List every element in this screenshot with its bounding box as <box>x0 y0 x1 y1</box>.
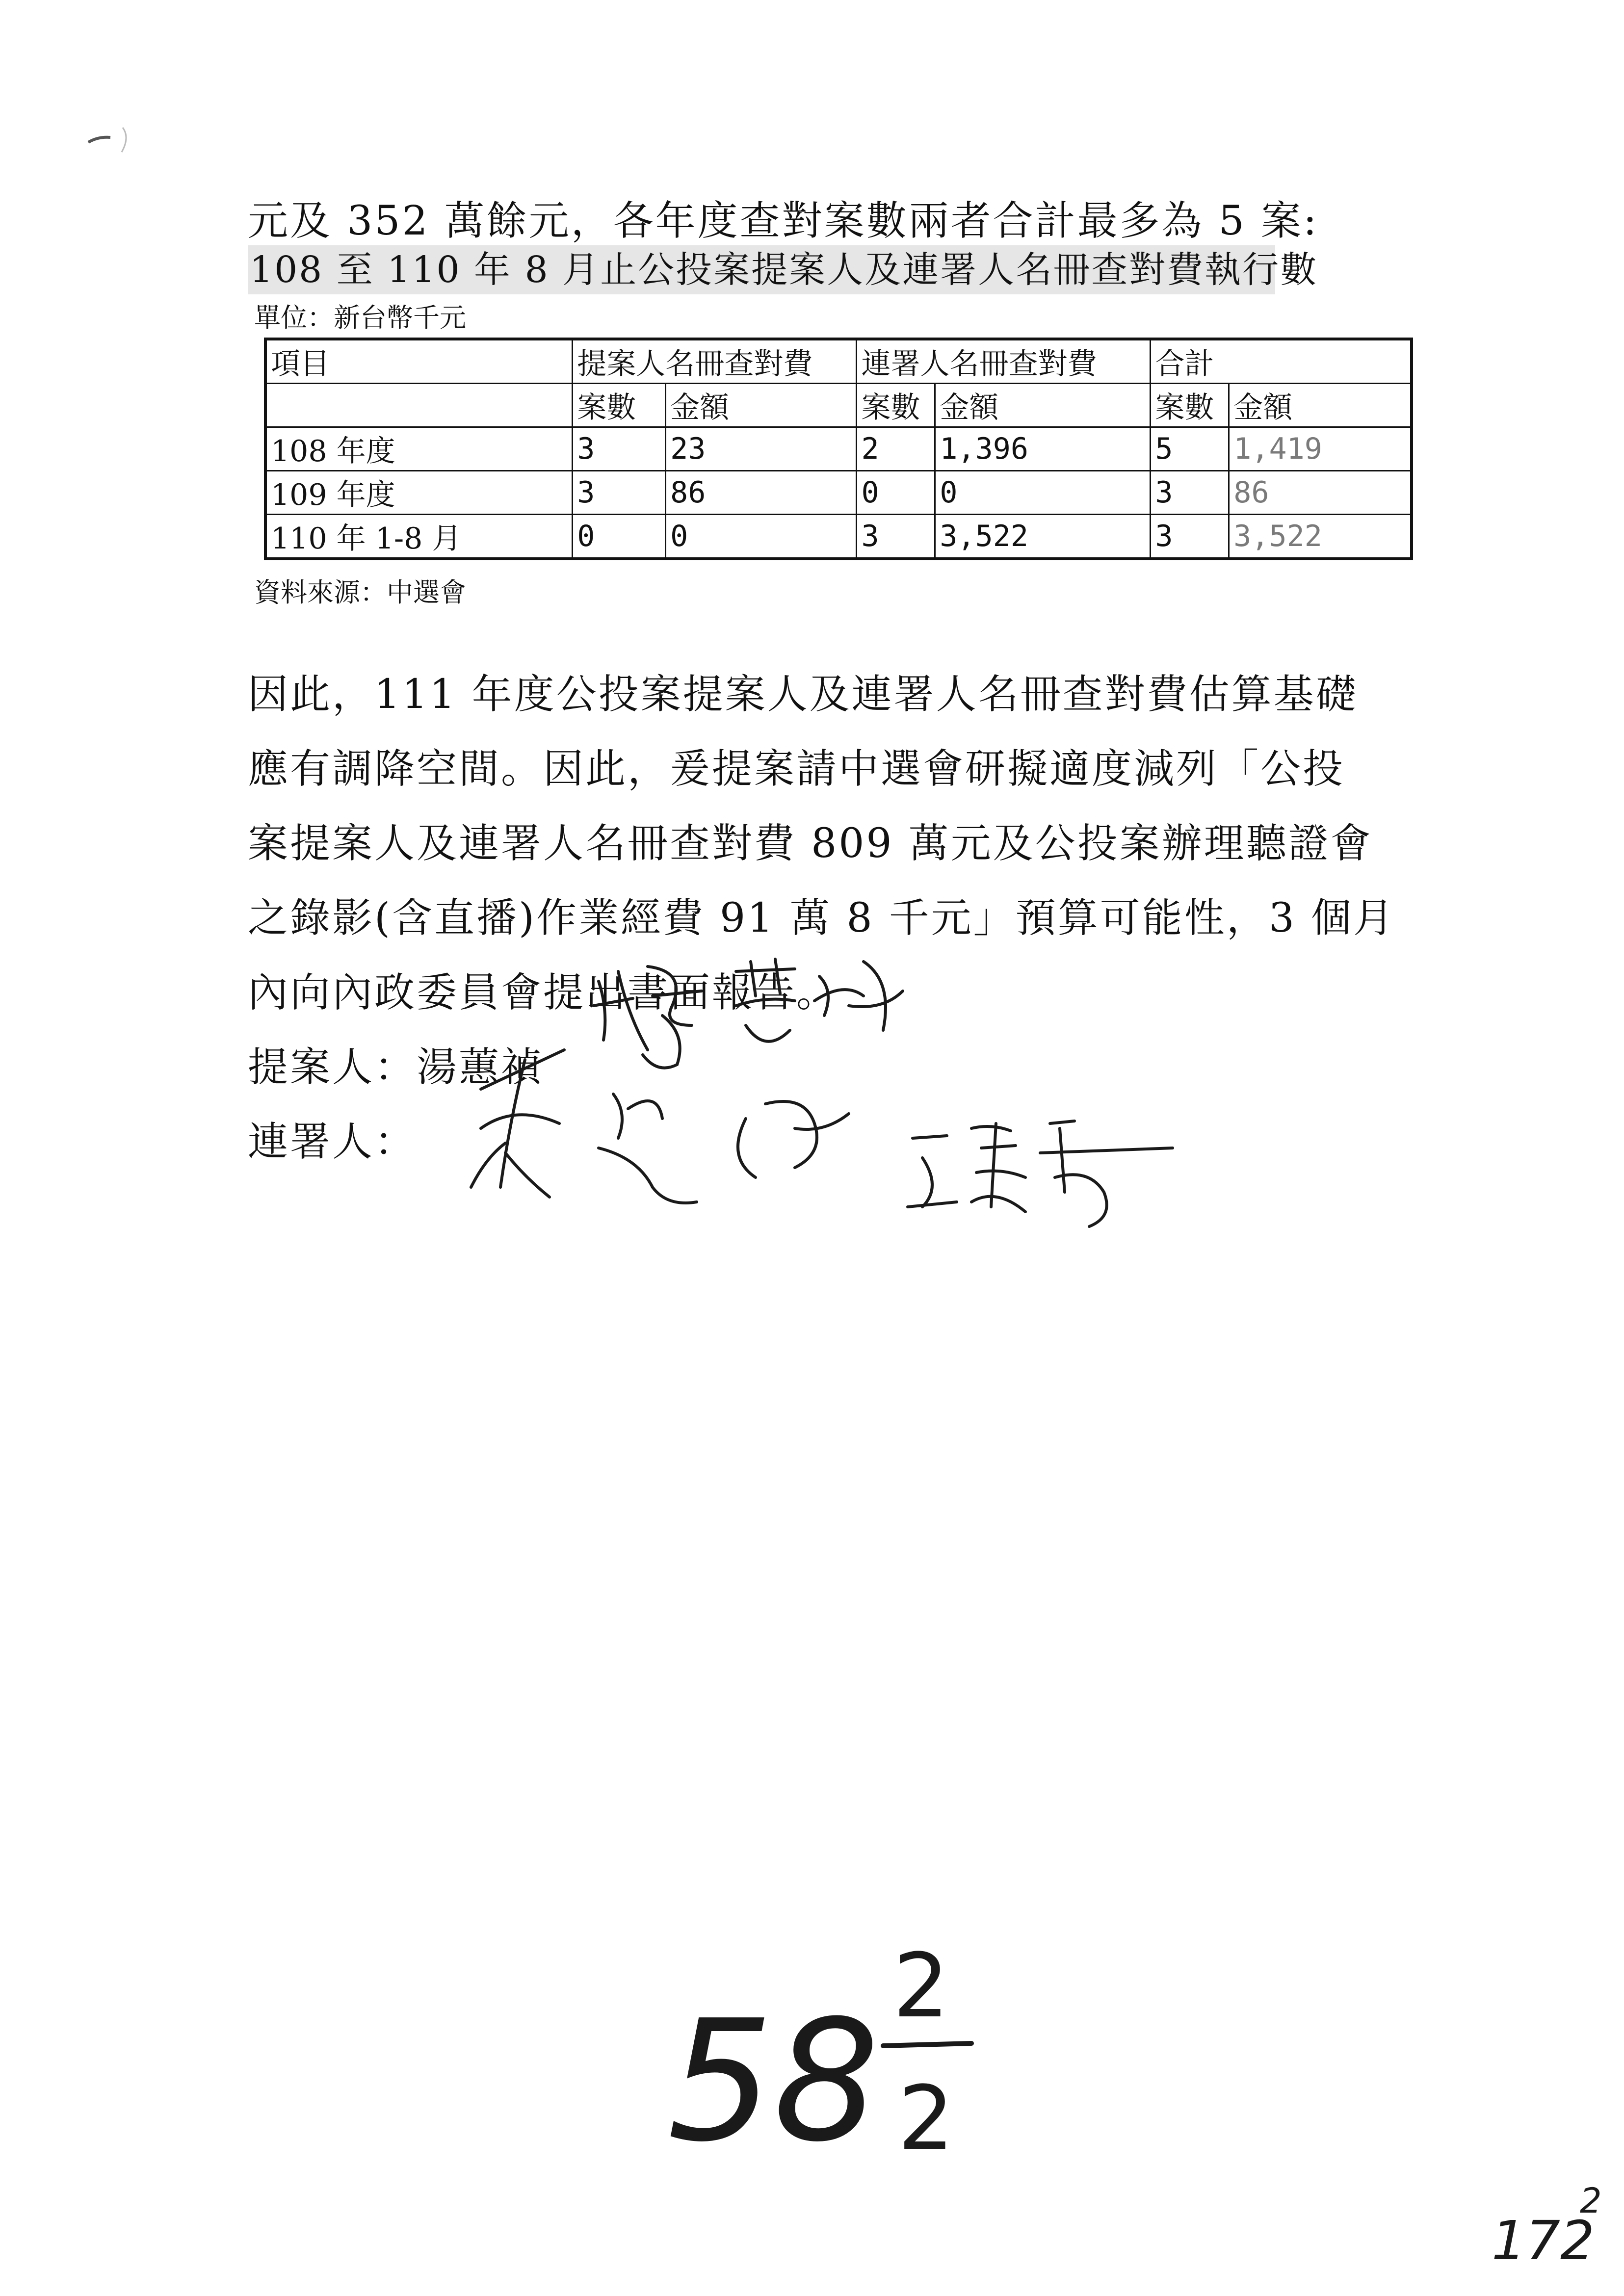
table-row <box>265 471 1412 515</box>
paragraph-line: 之錄影(含直播)作業經費 91 萬 8 千元」預算可能性，3 個月 <box>248 895 1395 941</box>
total-count: 3 <box>1151 471 1229 515</box>
cosigner-signatures <box>451 1030 1197 1236</box>
scan-mark <box>83 123 137 157</box>
header-row-1 <box>265 339 1412 384</box>
header-row-2 <box>265 384 1412 427</box>
signer-amount: 1,396 <box>935 427 1151 471</box>
header-amount: 金額 <box>935 384 1151 427</box>
proposer-amount: 23 <box>666 427 857 471</box>
proposer-count: 3 <box>573 427 666 471</box>
proposer-label: 提案人：湯蕙禎 <box>248 1044 544 1091</box>
corner-number: 172 <box>1492 2209 1595 2272</box>
paragraph-line: 應有調降空間。因此，爰提案請中選會研擬適度減列「公投 <box>248 746 1345 792</box>
proposer-amount: 0 <box>666 515 857 559</box>
row-item: 110 年 1-8 月 <box>265 515 573 559</box>
header-count: 案數 <box>1151 384 1229 427</box>
signer-amount: 0 <box>935 471 1151 515</box>
page-number-58: 58 <box>667 1984 880 2178</box>
header-total: 合計 <box>1151 339 1412 384</box>
table-unit: 單位：新台幣千元 <box>254 302 466 333</box>
header-signer-fee: 連署人名冊查對費 <box>857 339 1151 384</box>
proposer-count: 0 <box>573 515 666 559</box>
signer-count: 2 <box>857 427 935 471</box>
corner-page-number <box>1492 2178 1614 2276</box>
header-blank <box>265 384 573 427</box>
signer-count: 3 <box>857 515 935 559</box>
paragraph-line: 案提案人及連署人名冊查對費 809 萬元及公投案辦理聽證會 <box>248 820 1373 867</box>
table-row <box>265 427 1412 471</box>
proposer-amount: 86 <box>666 471 857 515</box>
header-amount: 金額 <box>666 384 857 427</box>
proposer-count: 3 <box>573 471 666 515</box>
paragraph-line: 因此，111 年度公投案提案人及連署人名冊查對費估算基礎 <box>248 671 1358 718</box>
row-item: 109 年度 <box>265 471 573 515</box>
total-amount: 1,419 <box>1229 427 1412 471</box>
cosigner-label: 連署人： <box>248 1119 417 1165</box>
header-proposer-fee: 提案人名冊查對費 <box>573 339 857 384</box>
header-count: 案數 <box>573 384 666 427</box>
expense-table <box>264 338 1413 560</box>
page-fraction-bottom: 2 <box>898 2067 954 2170</box>
handwritten-page-number <box>657 1933 1011 2178</box>
header-amount: 金額 <box>1229 384 1412 427</box>
header-item: 項目 <box>265 339 573 384</box>
header-count: 案數 <box>857 384 935 427</box>
table-source: 資料來源：中選會 <box>254 577 466 608</box>
signer-count: 0 <box>857 471 935 515</box>
total-count: 5 <box>1151 427 1229 471</box>
paragraph-line: 內向內政委員會提出書面報告。 <box>248 969 839 1016</box>
corner-superscript: 2 <box>1580 2181 1602 2221</box>
table-caption: 108 至 110 年 8 月止公投案提案人及連署人名冊查對費執行數 <box>248 245 1275 294</box>
intro-line: 元及 352 萬餘元，各年度查對案數兩者合計最多為 5 案: <box>248 198 1319 244</box>
page-fraction-top: 2 <box>893 1935 949 2037</box>
total-count: 3 <box>1151 515 1229 559</box>
table-row <box>265 515 1412 559</box>
signer-amount: 3,522 <box>935 515 1151 559</box>
total-amount: 3,522 <box>1229 515 1412 559</box>
total-amount: 86 <box>1229 471 1412 515</box>
row-item: 108 年度 <box>265 427 573 471</box>
